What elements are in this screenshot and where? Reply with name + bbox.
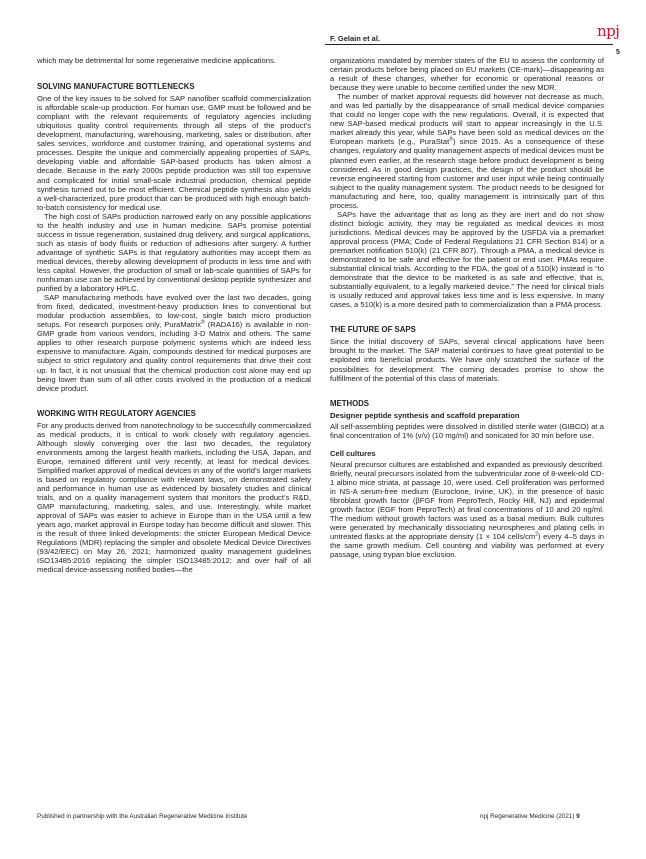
paragraph: The number of market approval requests did however not decrease as much, and was led partially by the disappearance of small medical device companies that could no longer cope with the new regulations. Overall, it is expected that new SAP-based medical products will start to appear increasingly in the U.S. market already this year, while SAPs have been sold as medical devices on the European markets (e.g., PuraStat®) since 2015. As a consequence of these changes, regulatory and quality management aspects of medical devices must be planned even earlier, at the research stage before product development is being considered. As in good design practices, the design of the product should be reverse engineered starting from customer and user input while being continually subject to the quality management system. The product needs to be designed for manufacturing and here, too, quality management is intrinsically part of this process. (330, 92, 605, 210)
section-heading-manufacture: SOLVING MANUFACTURE BOTTLENECKS (37, 82, 195, 92)
subheading-peptide-synthesis: Designer peptide synthesis and scaffold preparation (330, 410, 520, 420)
footer-journal-name: npj Regenerative Medicine (2021) (480, 813, 577, 820)
footer-publisher-note: Published in partnership with the Australian Regenerative Medicine Institute (37, 813, 248, 820)
paragraph: One of the key issues to be solved for SAP nanofiber scaffold commercialization is affordable scale-up production. For human use, GMP must be followed and be compliant with the relevant requirements of regulatory agencies including ubiquitous quality control requirements through all steps of the product’s development, manufacturing, warehousing, marketing, sales or distribution, after sales services, workforce and customer training, and operational systems and processes. Despite the unique and commercially appealing properties of SAPs, developing viable and affordable SAP-based products has taken almost a decade. Because in the early 2000s peptide production was still too expensive and complicated for initial small-scale industrial production, chemical peptide synthesis turned out to be most efficient. Chemical peptide synthesis also yields a well-characterized, pure product that can be produced with high enough batch-to-batch consistency for medical use. (37, 94, 311, 212)
left-column (37, 56, 311, 574)
paragraph: SAP manufacturing methods have evolved over the last two decades, going from fixed, dedicated, investment-heavy production lines to conventional but modular production assemblies, to low-cost, single batch micro production setups. For research purposes only, PuraMatrix® (RADA16) is available in non-GMP grade from various vendors, including 3-D Matrix and others. The same applies to other research purpose polymeric systems which are indeed less expensive to manufacture. Again, compounds destined for medical purposes are subject to strict regulatory and quality control requirements that drive their cost up. In fact, it is not unusual that the chemical production cost alone may end up being lower than sum of all other costs involved in the production of a medical device product. (37, 293, 311, 393)
superscript: 2 (535, 531, 539, 538)
registered-mark: ® (201, 319, 205, 326)
section-heading-regulatory: WORKING WITH REGULATORY AGENCIES (37, 408, 196, 418)
paragraph: Neural precursor cultures are established and expanded as previously described. Briefly, neural precursors isolated from the subventricular zone of 8-week-old CD-1 albino mice striata, at passage 10, were used. Cell proliferation was performed in NS-A serum-free medium (Euroclone, Irvine, UK), in the presence of basic fibroblast growth factor (βFGF from PeproTech, Rocky Hill, NJ) and epidermal growth factor (EGF from PeproTech) at final concentrations of 10 and 20 ng/ml. The medium without growth factors was used as a basal medium. Bulk cultures were generated by mechanically dissociating neurospheres and plating cells in untreated flasks at the appropriate density (1 × 104 cells/$cm^2$) every 4–5 days in the same growth medium. Cell counting and viability was performed at every passage, using trypan blue exclusion. (330, 459, 604, 560)
header-rule (325, 44, 613, 45)
right-column (330, 56, 604, 559)
page-number: 5 (616, 49, 620, 56)
paragraph: All self-assembling peptides were dissolved in distilled sterile water (GIBCO) at a final concentration of 1% (v/v) (10 mg/ml) and sonicated for 30 min before use. (330, 421, 604, 440)
paragraph: Since the initial discovery of SAPs, several clinical applications have been brought to the market. The SAP material continues to have great potential to be exploited into beneficial products. We have only scratched the surface of the possibilities for development. The coming decades promise to show the fulfillment of the potential of this class of materials. (330, 337, 604, 383)
intro-paragraph: which may be detrimental for some regenerative medicine applications. (37, 56, 276, 65)
section-heading-future: THE FUTURE OF SAPS (330, 325, 416, 335)
npj-logo: npj (597, 22, 620, 40)
paragraph: organizations mandated by member states of the EU to assess the conformity of certain products before being placed on EU markets (CE-mark)—disappearing as a result of these changes, whether for economic or operational reasons or because they were unable to become certified under the new MDR. (330, 56, 604, 93)
footer-volume: 9 (576, 813, 580, 820)
subheading-cell-cultures: Cell cultures (330, 448, 376, 458)
running-header-author: F. Gelain et al. (330, 34, 381, 43)
footer-journal (480, 813, 580, 820)
section-heading-methods: METHODS (330, 398, 369, 408)
registered-mark: ® (449, 136, 453, 143)
paragraph: For any products derived from nanotechnology to be successfully commercialized as medical products, it is critical to work closely with regulatory agencies. Although slowly converging over the last two decades, the regulatory environments among the largest health markets, including the USA, Japan, and Europe, remained different until very recently, at least for medical devices. Simplified market approval of medical devices in any of the world’s larger markets is based on regulatory compliance with relevant laws, on demonstrated safety and performance in human use as evidenced by biosafety studies and clinical trials, and on a quality management system that monitors the product’s R&D, GMP manufacturing, marketing, sales, and use. Interestingly, while market approval of SAPs was easier to achieve in Europe than in the USA until a few years ago, market approval in Europe today has become difficult and slower. This is the result of three linked developments: the stricter European Medical Device Regulations (MDR) replacing the simpler and obsolete Medical Device Directives (93/42/EEC) on May 26, 2021; harmonized quality management guidelines ISO13485:2016 replacing the simpler ISO13485:2012; and over half of all medical device-assessing notified bodies—the (37, 420, 311, 575)
paragraph: SAPs have the advantage that as long as they are inert and do not show distinct biologic activity, they may be regulated as medical devices in most jurisdictions. Medical devices may be approved by the USFDA via a premarket approval process (PMA; Code of Federal Regulations 21 CFR Section 814) or a premarket notification 510(k) (21 CFR 807). Through a PMA, a medical device is demonstrated to be safe and effective for the patient or end user. PMAs require substantial clinical trials. According to the FDA, the goal of a 510(k) instead is “to demonstrate that the device to be marketed is as safe and effective, that is, substantially equivalent, to a legally marketed device.” The need for clinical trials is usually reduced and approval takes less time and is less expensive. In many cases, a 510(k) is a more desired path to commercialization than a PMA process. (330, 209, 604, 310)
paragraph: The high cost of SAPs production narrowed early on any possible applications to the health industry and use in human medicine. SAPs promise potential success in tissue regeneration, sustained drug delivery, and surgical applications, such as stasis of body fluids or reduction of adhesions after surgery. A further advantage of synthetic SAPs is that regulatory authorities may accept them as medical devices, thereby allowing development of products in less time and with less capital. However, the production of small or lab-scale quantities of SAPs for nonhuman use can be achieved by conventional desktop peptide synthesizer and purified by a laboratory HPLC. (37, 211, 311, 294)
